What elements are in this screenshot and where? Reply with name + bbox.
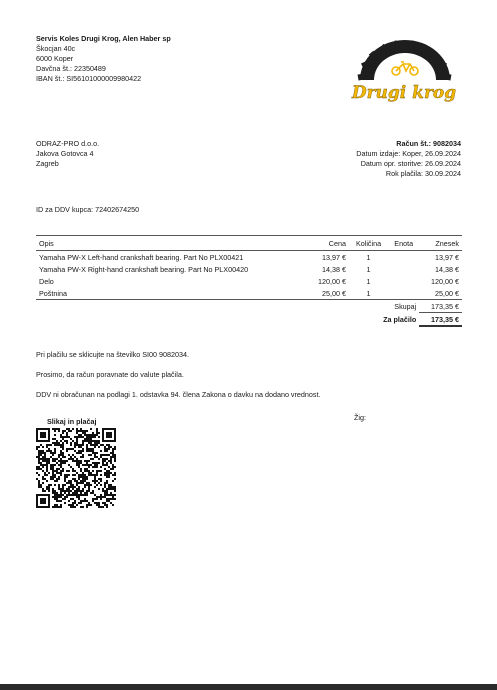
stamp-label: Žig: [354,413,366,422]
col-unit: Enota [388,236,419,251]
item-amount: 120,00 € [431,276,459,286]
logo-text: Drugi krog [351,83,457,103]
item-unit [388,287,419,300]
invoice-number: Račun št.: 9082034 [396,139,461,148]
item-quantity: 1 [366,252,371,262]
item-quantity: 1 [366,264,371,274]
service-date: Datum opr. storitve: 26.09.2024 [360,159,461,168]
invoice-meta [356,139,461,179]
item-price: 14,38 € [321,264,346,274]
payment-request: Prosimo, da račun poravnate do valute plačila. [36,370,184,379]
seller-city: 6000 Koper [36,54,74,63]
item-price: 120,00 € [317,276,346,286]
total-row [36,313,462,327]
col-description: Opis [36,236,306,251]
seller-block [36,34,171,84]
page-bottom-bar [0,684,497,690]
buyer-city: Zagreb [36,159,59,168]
seller-iban: IBAN št.: SI56101000009980422 [36,74,142,83]
item-unit [388,263,419,275]
item-quantity: 1 [349,287,388,300]
item-amount: 14,38 € [435,264,459,274]
item-description: Delo [39,276,54,286]
col-price: Cena [306,236,349,251]
table-row [36,263,462,275]
item-description: Yamaha PW-X Left-hand crankshaft bearing. Part No PLX00421 [39,252,244,262]
vat-note: DDV ni obračunan na podlagi 1. odstavka 94. člena Zakona o davku na dodano vrednost. [36,390,321,399]
item-price: 25,00 € [306,287,349,300]
item-unit [388,275,419,287]
due-date: Rok plačila: 30.09.2024 [385,169,461,178]
item-price: 13,97 € [321,252,346,262]
table-header-row [36,236,462,251]
item-amount: 25,00 € [419,287,462,300]
table-row [36,287,462,300]
item-quantity: 1 [366,276,371,286]
item-unit [388,251,419,264]
col-quantity: Količina [349,236,388,251]
notes-block [36,350,321,410]
payment-qr-code [36,428,116,508]
invoice-items-table [36,235,462,327]
table-row [36,251,462,264]
buyer-name: ODRAZ-PRO d.o.o. [36,139,100,148]
subtotal-value: 173,35 € [419,300,462,313]
seller-street: Škocjan 40c [36,44,76,53]
buyer-vat-id: ID za DDV kupca: 72402674250 [36,205,140,214]
table-row [36,275,462,287]
seller-name: Servis Koles Drugi Krog, Alen Haber sp [36,34,171,43]
total-value: 173,35 € [419,313,462,327]
subtotal-row [36,300,462,313]
payment-reference: Pri plačilu se sklicujte na številko SI00 9082034. [36,350,190,359]
drugi-krog-logo [346,38,464,106]
subtotal-label: Skupaj [394,301,417,311]
seller-tax: Davčna št.: 22350489 [36,64,106,73]
qr-label: Slikaj in plačaj [47,417,97,426]
total-label: Za plačilo [383,314,417,324]
issue-date: Datum izdaje: Koper, 26.09.2024 [356,149,461,158]
item-description: Poštnina [36,287,306,300]
item-description: Yamaha PW-X Right-hand crankshaft bearing. Part No PLX00420 [39,264,249,274]
buyer-block [36,139,99,169]
col-amount: Znesek [419,236,462,251]
item-amount: 13,97 € [435,252,459,262]
buyer-street: Jakova Gotovca 4 [36,149,94,158]
